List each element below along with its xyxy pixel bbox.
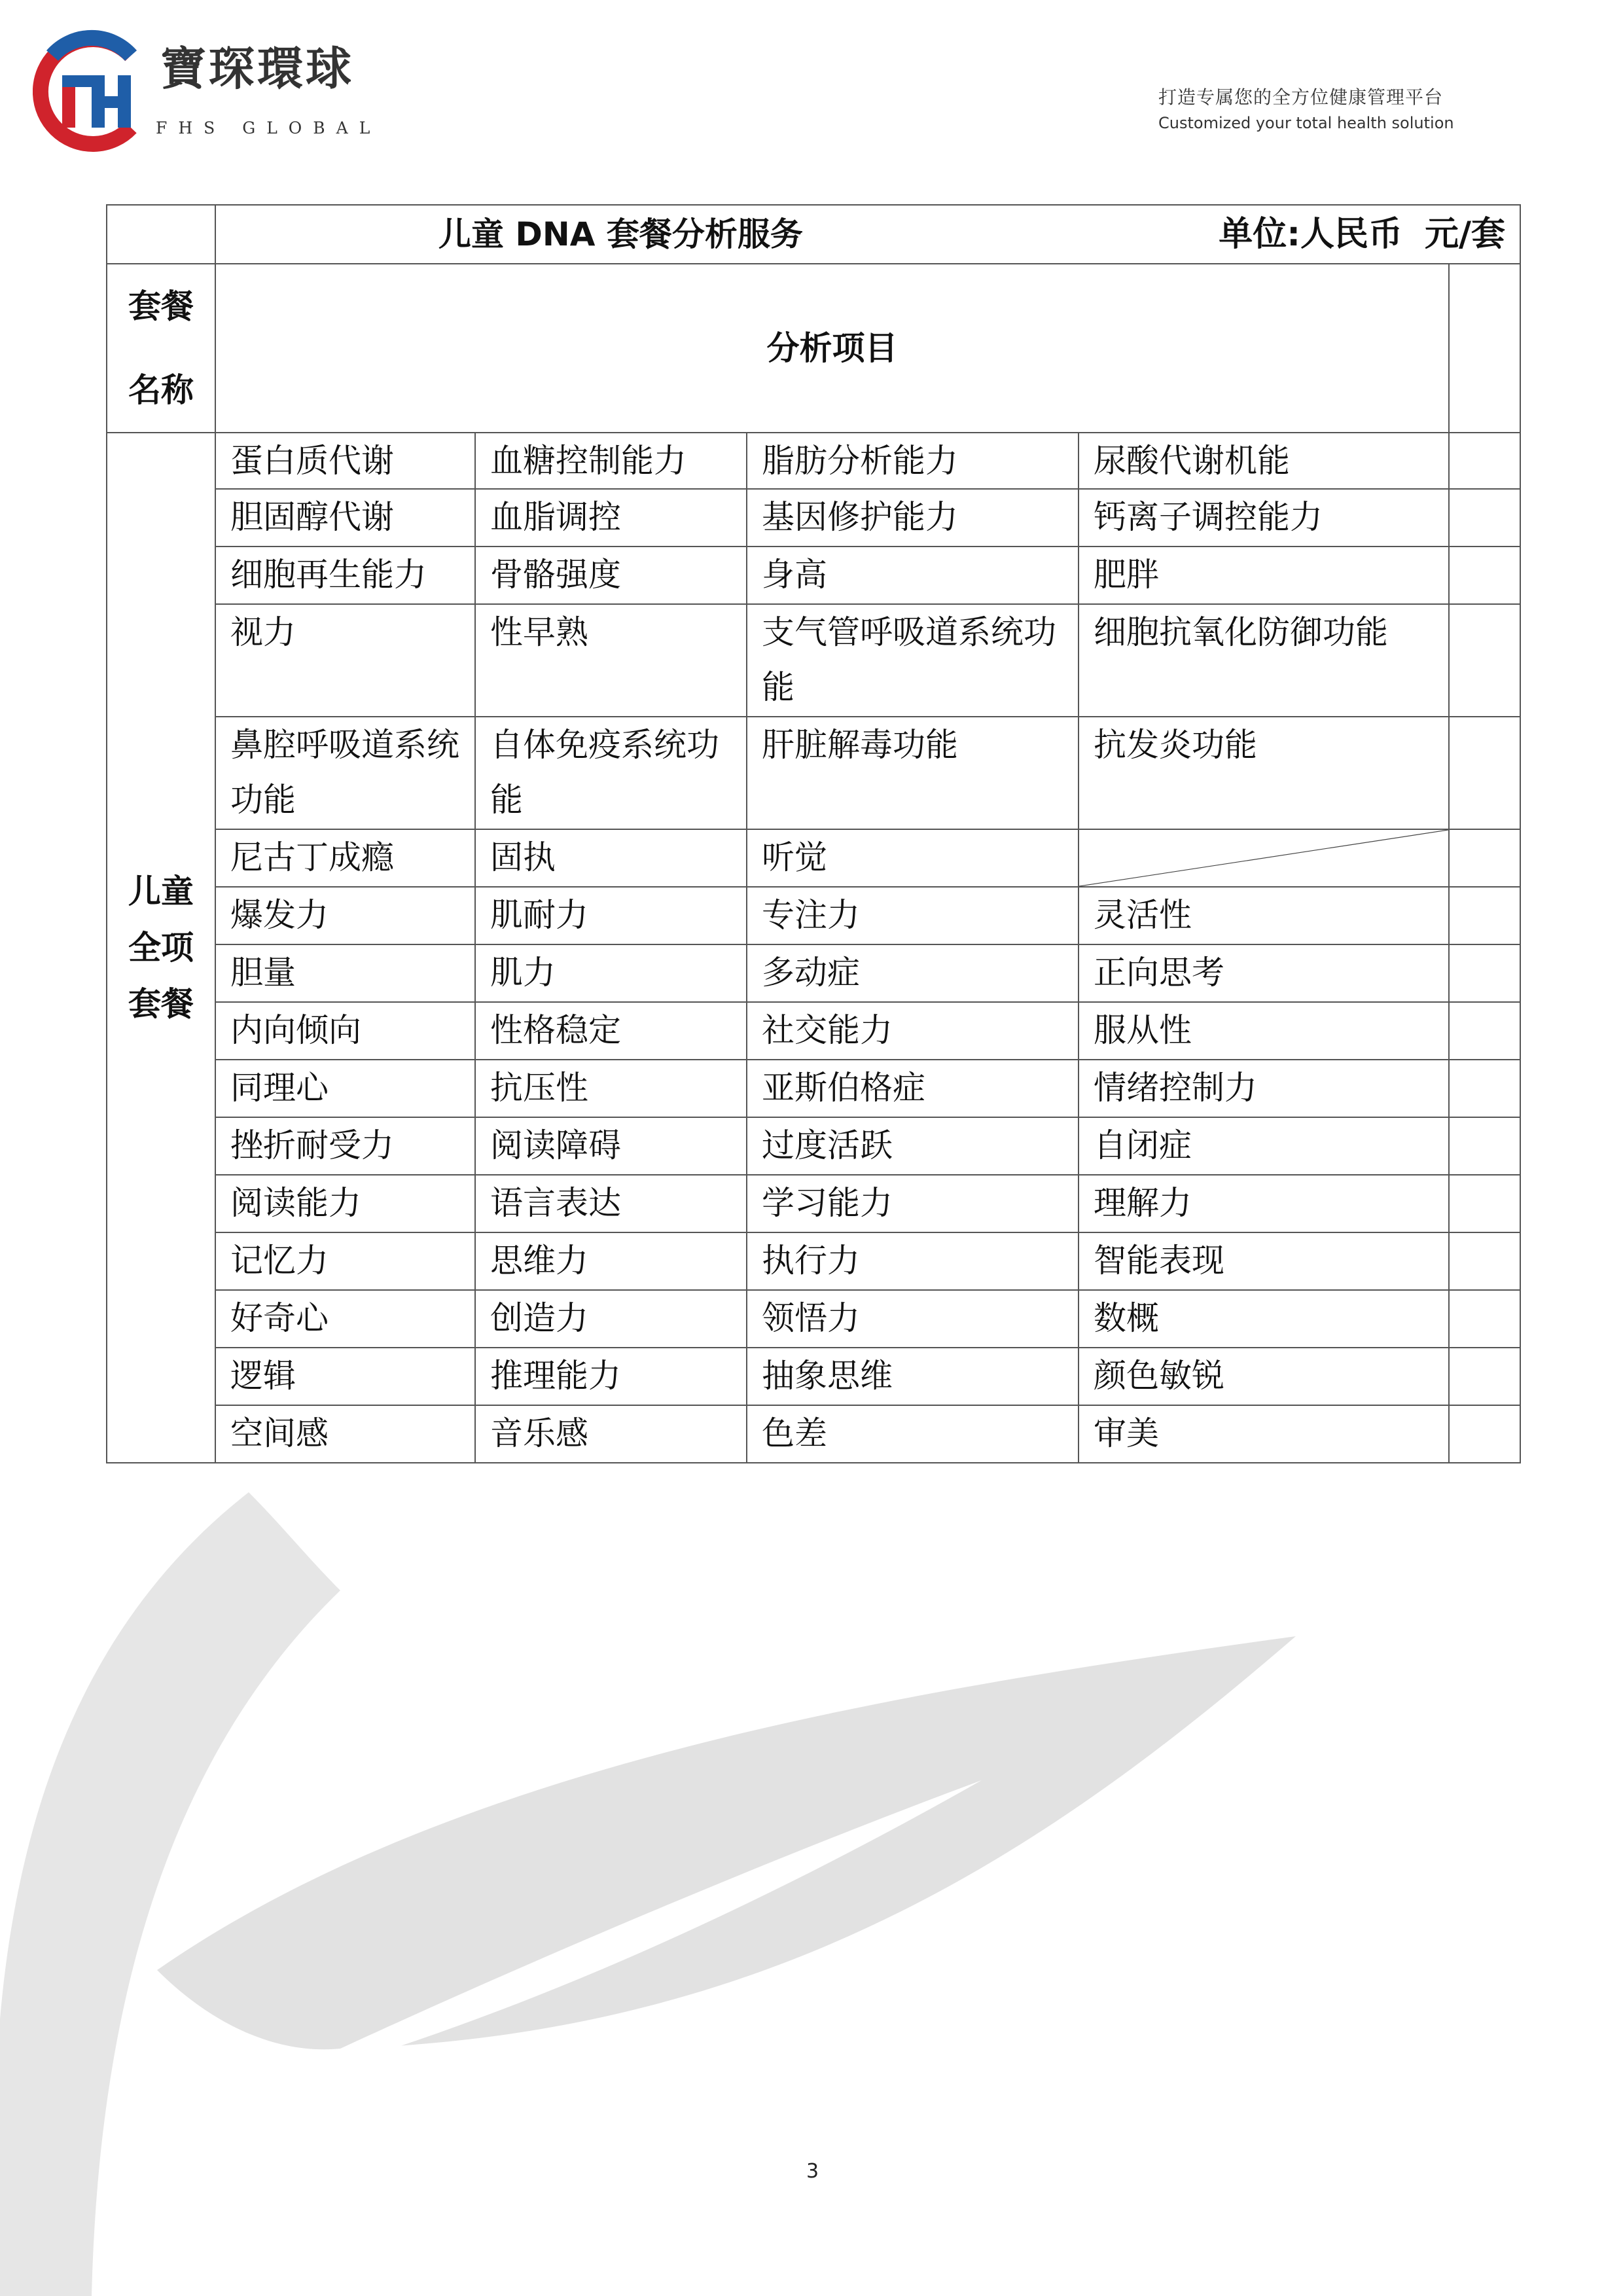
table-cell: 肌力 [475, 944, 747, 1002]
table-cell: 情绪控制力 [1079, 1060, 1449, 1117]
empty-cell [1449, 944, 1520, 1002]
empty-cell [1449, 1002, 1520, 1060]
empty-cell [1449, 547, 1520, 604]
table-cell: 性格稳定 [475, 1002, 747, 1060]
table-cell: 思维力 [475, 1232, 747, 1290]
empty-cell [1449, 887, 1520, 944]
table-cell: 阅读能力 [215, 1175, 475, 1232]
table-row [107, 1232, 1520, 1290]
table-cell: 空间感 [215, 1405, 475, 1463]
table-cell: 骨骼强度 [475, 547, 747, 604]
table-cell: 社交能力 [747, 1002, 1079, 1060]
table-cell: 支气管呼吸道系统功能 [747, 604, 1079, 717]
table-cell: 血脂调控 [475, 489, 747, 547]
table-cell: 固执 [475, 829, 747, 887]
table-cell: 逻辑 [215, 1348, 475, 1405]
table-cell: 听觉 [747, 829, 1079, 887]
table-cell: 血糖控制能力 [475, 433, 747, 489]
table-cell: 推理能力 [475, 1348, 747, 1405]
empty-cell [1449, 1175, 1520, 1232]
table-cell: 肝脏解毒功能 [747, 717, 1079, 829]
unit-value: 元/套 [1425, 215, 1505, 254]
package-name-line: 套餐 [128, 985, 194, 1023]
table-cell: 肌耐力 [475, 887, 747, 944]
table-cell: 颜色敏锐 [1079, 1348, 1449, 1405]
column-header-items: 分析项目 [215, 264, 1449, 433]
table-cell: 领悟力 [747, 1290, 1079, 1348]
table-cell: 执行力 [747, 1232, 1079, 1290]
table-cell: 尿酸代谢机能 [1079, 433, 1449, 489]
table-cell: 智能表现 [1079, 1232, 1449, 1290]
table-cell: 尼古丁成瘾 [215, 829, 475, 887]
package-name-line: 儿童 [128, 872, 194, 910]
table-cell: 爆发力 [215, 887, 475, 944]
empty-cell [1449, 717, 1520, 829]
table-cell: 细胞抗氧化防御功能 [1079, 604, 1449, 717]
table-cell: 同理心 [215, 1060, 475, 1117]
table-cell: 数概 [1079, 1290, 1449, 1348]
table-row [107, 604, 1520, 717]
leaf-watermark [0, 1473, 1309, 2296]
empty-diagonal-cell [1079, 829, 1449, 887]
brand-name-en: FHS GLOBAL [156, 118, 382, 137]
table-cell: 鼻腔呼吸道系统功能 [215, 717, 475, 829]
column-header-package-name [107, 264, 215, 433]
table-cell: 语言表达 [475, 1175, 747, 1232]
package-name-cell [107, 433, 215, 1463]
table-cell: 记忆力 [215, 1232, 475, 1290]
table-row [107, 1060, 1520, 1117]
empty-cell [1449, 264, 1520, 433]
table-cell: 细胞再生能力 [215, 547, 475, 604]
empty-cell [1449, 489, 1520, 547]
unit-currency: 单位:人民币 [1219, 215, 1402, 254]
table-cell: 蛋白质代谢 [215, 433, 475, 489]
page-number: 3 [806, 2160, 819, 2183]
empty-cell [1449, 604, 1520, 717]
fhs-logo-icon [33, 29, 151, 154]
table-row [107, 1405, 1520, 1463]
table-cell: 过度活跃 [747, 1117, 1079, 1175]
table-row [107, 1175, 1520, 1232]
table-cell: 审美 [1079, 1405, 1449, 1463]
table-cell: 性早熟 [475, 604, 747, 717]
empty-cell [1449, 1405, 1520, 1463]
package-table [106, 204, 1521, 1463]
column-header-line: 套餐 [128, 287, 194, 325]
table-cell: 钙离子调控能力 [1079, 489, 1449, 547]
table-cell: 基因修护能力 [747, 489, 1079, 547]
table-row [107, 944, 1520, 1002]
table-row [107, 1117, 1520, 1175]
table-cell: 阅读障碍 [475, 1117, 747, 1175]
table-cell: 亚斯伯格症 [747, 1060, 1079, 1117]
empty-cell [1449, 1060, 1520, 1117]
table-cell: 抗发炎功能 [1079, 717, 1449, 829]
table-title-row [107, 205, 1520, 264]
table-row [107, 1348, 1520, 1405]
table-cell: 专注力 [747, 887, 1079, 944]
package-name-line: 全项 [128, 929, 194, 967]
table-cell: 肥胖 [1079, 547, 1449, 604]
empty-cell [1449, 829, 1520, 887]
table-row [107, 433, 1520, 489]
slogan-cn: 打造专属您的全方位健康管理平台 [1158, 86, 1444, 108]
table-row [107, 829, 1520, 887]
table-row [107, 489, 1520, 547]
empty-cell [1449, 1117, 1520, 1175]
table-cell: 多动症 [747, 944, 1079, 1002]
table-cell: 胆量 [215, 944, 475, 1002]
table-cell: 好奇心 [215, 1290, 475, 1348]
table-row [107, 1290, 1520, 1348]
empty-cell [1449, 1290, 1520, 1348]
table-cell: 身高 [747, 547, 1079, 604]
table-row [107, 717, 1520, 829]
slogan-en: Customized your total health solution [1158, 114, 1454, 132]
table-cell: 色差 [747, 1405, 1079, 1463]
table-cell: 视力 [215, 604, 475, 717]
table-cell: 正向思考 [1079, 944, 1449, 1002]
column-header-line: 名称 [128, 371, 194, 409]
table-cell: 创造力 [475, 1290, 747, 1348]
empty-cell [1449, 1348, 1520, 1405]
empty-cell [1449, 1232, 1520, 1290]
empty-cell [1449, 433, 1520, 489]
table-cell: 胆固醇代谢 [215, 489, 475, 547]
table-cell: 灵活性 [1079, 887, 1449, 944]
table-cell: 挫折耐受力 [215, 1117, 475, 1175]
table-cell: 自闭症 [1079, 1117, 1449, 1175]
table-title-cell [215, 205, 1520, 264]
table-row [107, 547, 1520, 604]
table-cell: 理解力 [1079, 1175, 1449, 1232]
unit-label [1219, 206, 1505, 263]
table-cell: 脂肪分析能力 [747, 433, 1079, 489]
empty-cell [107, 205, 215, 264]
table-row [107, 1002, 1520, 1060]
table-title: 儿童 DNA 套餐分析服务 [438, 215, 803, 253]
table-header-row [107, 264, 1520, 433]
brand-name-cn: 寶琛環球 [160, 41, 354, 96]
table-cell: 学习能力 [747, 1175, 1079, 1232]
table-cell: 抗压性 [475, 1060, 747, 1117]
table-cell: 自体免疫系统功能 [475, 717, 747, 829]
table-cell: 内向倾向 [215, 1002, 475, 1060]
table-cell: 抽象思维 [747, 1348, 1079, 1405]
table-cell: 服从性 [1079, 1002, 1449, 1060]
diagonal-line [1079, 830, 1448, 886]
table-cell: 音乐感 [475, 1405, 747, 1463]
table-row [107, 887, 1520, 944]
